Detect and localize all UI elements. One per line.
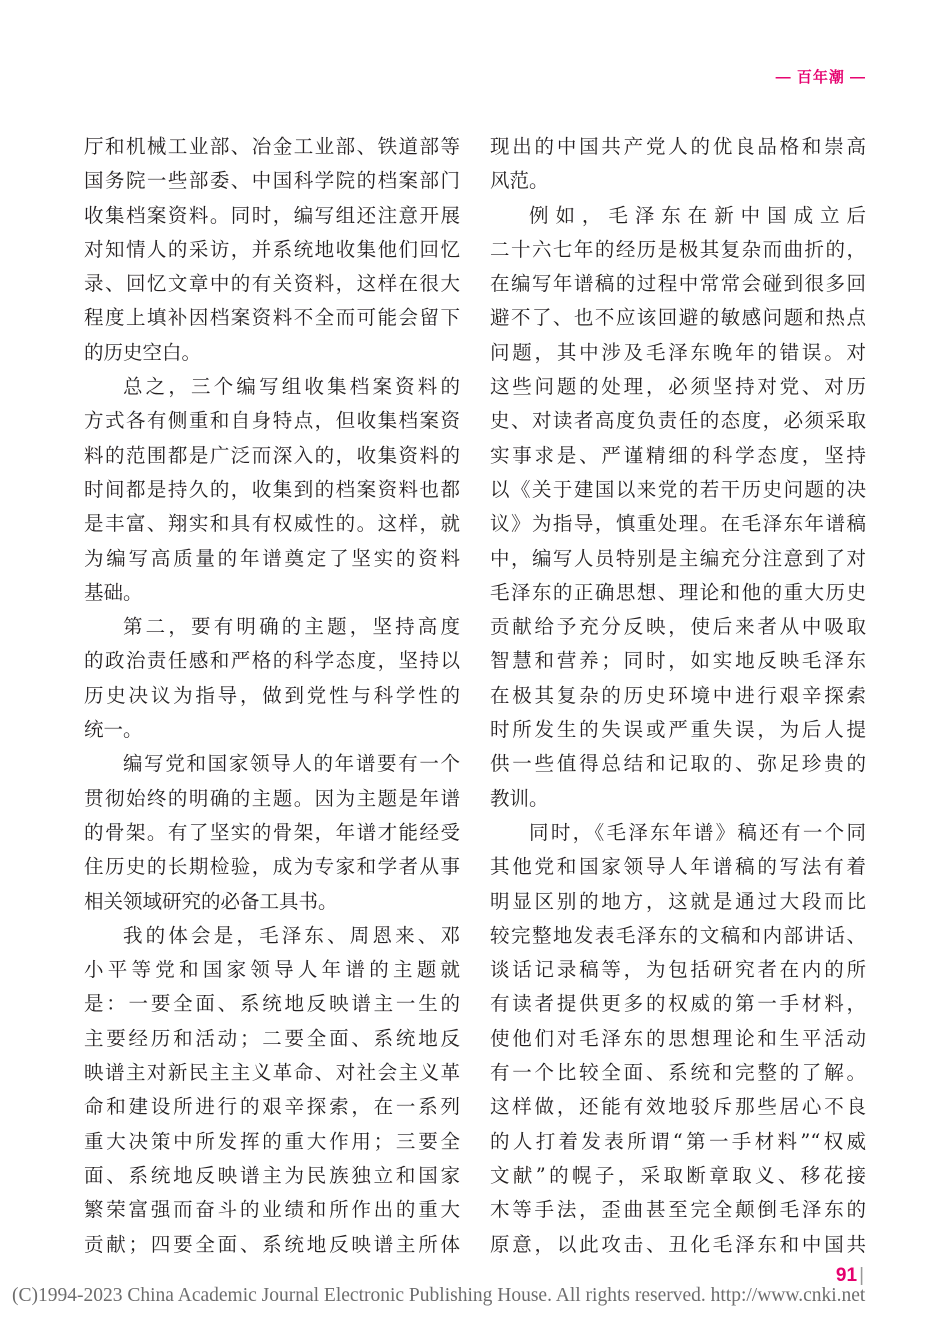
text-line: 供一些值得总结和记取的、弥足珍贵的: [490, 752, 866, 776]
footer-divider: |: [859, 1265, 864, 1286]
text-line: 这些问题的处理，必须坚持对党、对历: [490, 375, 866, 399]
text-line: 的骨架。有了坚实的骨架，年谱才能经受: [84, 820, 460, 844]
text-line: 议》为指导，慎重处理。在毛泽东年谱稿: [490, 512, 866, 536]
text-line: 命和建设所进行的艰辛探索，在一系列: [84, 1095, 460, 1119]
text-line: 时所发生的失误或严重失误，为后人提: [490, 718, 866, 742]
text-line: 面、系统地反映谱主为民族独立和国家: [84, 1163, 460, 1187]
text-line: 是：一要全面、系统地反映谱主一生的: [84, 992, 460, 1016]
text-line: 贡献给予充分反映，使后来者从中吸取: [490, 615, 866, 639]
text-line: 使他们对毛泽东的思想理论和生平活动: [490, 1026, 866, 1050]
text-line: 相关领域研究的必备工具书。: [84, 889, 338, 913]
text-line: 收集档案资料。同时，编写组还注意开展: [84, 203, 460, 227]
text-line: 繁荣富强而奋斗的业绩和所作出的重大: [84, 1198, 460, 1222]
text-line: 贯彻始终的明确的主题。因为主题是年谱: [84, 786, 460, 810]
text-line: 谈话记录稿等，为包括研究者在内的所: [490, 958, 866, 982]
text-line: 这样做，还能有效地驳斥那些居心不良: [490, 1095, 866, 1119]
text-line: 明显区别的地方，这就是通过大段而比: [490, 889, 866, 913]
text-line: 毛泽东的正确思想、理论和他的重大历史: [490, 580, 866, 604]
text-line: 编写党和国家领导人的年谱要有一个: [123, 752, 460, 776]
text-line: 在编写年谱稿的过程中常常会碰到很多回: [490, 272, 866, 296]
text-line: 方式各有侧重和自身特点，但收集档案资: [84, 409, 460, 433]
text-line: 料的范围都是广泛而深入的，收集资料的: [84, 443, 460, 467]
text-line: 文献”的幌子，采取断章取义、移花接: [490, 1163, 866, 1187]
text-line: 小平等党和国家领导人年谱的主题就: [84, 958, 460, 982]
text-line: 的政治责任感和严格的科学态度，坚持以: [84, 649, 460, 673]
text-line: 映谱主对新民主主义革命、对社会主义革: [84, 1061, 460, 1085]
text-line: 以《关于建国以来党的若干历史问题的决: [490, 477, 866, 501]
text-line: 中，编写人员特别是主编充分注意到了对: [490, 546, 866, 570]
text-line: 教训。: [490, 786, 549, 810]
text-line: 时间都是持久的，收集到的档案资料也都: [84, 477, 460, 501]
text-line: 住历史的长期检验，成为专家和学者从事: [84, 855, 460, 879]
text-line: 的人打着发表所谓“第一手材料”“权威: [490, 1129, 866, 1153]
text-line: 现出的中国共产党人的优良品格和崇高: [490, 135, 866, 158]
text-line: 例如，毛泽东在新中国成立后: [529, 203, 866, 227]
text-line: 其他党和国家领导人年谱稿的写法有着: [490, 855, 866, 879]
text-line: 木等手法，歪曲甚至完全颠倒毛泽东的: [490, 1198, 866, 1222]
text-line: 风范。: [490, 169, 549, 193]
page-footer: [836, 1265, 864, 1287]
text-line: 实事求是、严谨精细的科学态度，坚持: [490, 443, 866, 467]
journal-header: — 百年潮 —: [775, 69, 866, 86]
text-line: 较完整地发表毛泽东的文稿和内部讲话、: [490, 923, 866, 947]
text-line: 有读者提供更多的权威的第一手材料，: [490, 992, 866, 1016]
text-line: 基础。: [84, 580, 143, 604]
text-line: 是丰富、翔实和具有权威性的。这样，就: [84, 512, 460, 536]
text-line: 智慧和营养；同时，如实地反映毛泽东: [490, 649, 866, 673]
text-line: 我的体会是，毛泽东、周恩来、邓: [123, 923, 460, 947]
right-text-column: [490, 130, 866, 1262]
text-line: 历史决议为指导，做到党性与科学性的: [84, 683, 460, 707]
text-line: 有一个比较全面、系统和完整的了解。: [490, 1061, 866, 1085]
text-line: 避不了、也不应该回避的敏感问题和热点: [490, 306, 866, 330]
text-line: 二十六七年的经历是极其复杂而曲折的，: [490, 237, 866, 261]
text-line: 程度上填补因档案资料不全而可能会留下: [84, 306, 460, 330]
text-line: 统一。: [84, 718, 143, 742]
text-line: 重大决策中所发挥的重大作用；三要全: [84, 1129, 460, 1153]
text-line: 主要经历和活动；二要全面、系统地反: [84, 1026, 460, 1050]
left-text-column: [84, 130, 460, 1262]
text-line: 厅和机械工业部、冶金工业部、铁道部等: [84, 135, 460, 158]
text-line: 在极其复杂的历史环境中进行艰辛探索: [490, 683, 866, 707]
text-line: 总之，三个编写组收集档案资料的: [123, 375, 460, 399]
text-line: 录、回忆文章中的有关资料，这样在很大: [84, 272, 460, 296]
copyright-notice: (C)1994-2023 China Academic Journal Electronic Publishing House. All rights reserved. http://www.cnki.net: [12, 1285, 866, 1306]
text-line: 问题，其中涉及毛泽东晚年的错误。对: [490, 340, 866, 364]
text-line: 贡献；四要全面、系统地反映谱主所体: [84, 1232, 460, 1256]
text-line: 的历史空白。: [84, 340, 202, 364]
text-line: 为编写高质量的年谱奠定了坚实的资料: [84, 546, 460, 570]
text-line: 同时，《毛泽东年谱》稿还有一个同: [529, 820, 866, 844]
text-line: 国务院一些部委、中国科学院的档案部门: [84, 169, 460, 193]
text-line: 史、对读者高度负责任的态度，必须采取: [490, 409, 866, 433]
text-line: 原意，以此攻击、丑化毛泽东和中国共: [490, 1232, 866, 1256]
text-line: 对知情人的采访，并系统地收集他们回忆: [84, 237, 460, 261]
page-number: 91: [835, 1265, 858, 1286]
text-line: 第二，要有明确的主题，坚持高度: [123, 615, 460, 639]
